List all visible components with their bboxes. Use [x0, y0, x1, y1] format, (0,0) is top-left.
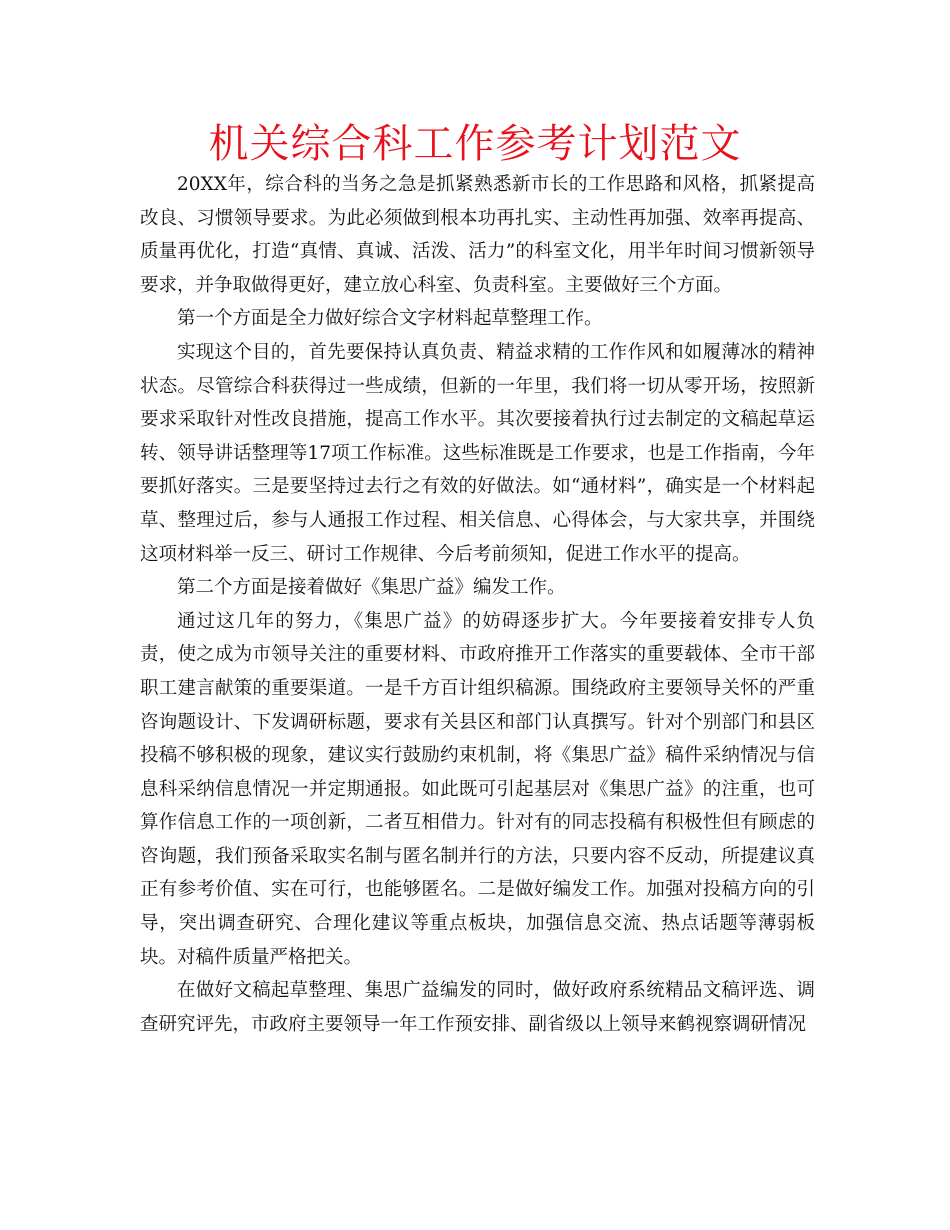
paragraph-third-aspect-body: 在做好文稿起草整理、集思广益编发的同时，做好政府系统精品文稿评选、调查研究评先，市政府主要领导一年工作预安排、副省级以上领导来鹤视察调研情况 [140, 980, 815, 1035]
paragraph-first-aspect-body: 实现这个目的，首先要保持认真负责、精益求精的工作作风和如履薄冰的精神状态。尽管综合科获得过一些成绩，但新的一年里，我们将一切从零开场，按照新要求采取针对性改良措施，提高工作水平。其次要接着执行过去制定的文稿起草运转、领导讲话整理等17项工作标准。这些标准既是工作要求，也是工作指南，今年要抓好落实。三是要坚持过去行之有效的好做法。如“通材料”，确实是一个材料起草、整理过后，参与人通报工作过程、相关信息、心得体会，与大家共享，并围绕这项材料举一反三、研讨工作规律、今后考前须知，促进工作水平的提高。 [140, 341, 815, 565]
paragraph-second-aspect-heading: 第二个方面是接着做好《集思广益》编发工作。 [177, 577, 566, 599]
paragraph-intro: 20XX年，综合科的当务之急是抓紧熟悉新市长的工作思路和风格，抓紧提高改良、习惯领导要求。为此必须做到根本功再扎实、主动性再加强、效率再提高、质量再优化，打造“真情、真诚、活泼、活力”的科室文化，用半年时间习惯新领导要求，并争取做得更好，建立放心科室、负责科室。主要做好三个方面。 [140, 174, 815, 296]
document-body [140, 168, 815, 1041]
paragraph-second-aspect-body: 通过这几年的努力，《集思广益》的妨碍逐步扩大。今年要接着安排专人负责，使之成为市领导关注的重要材料、市政府推开工作落实的重要载体、全市干部职工建言献策的重要渠道。一是千方百计组织稿源。围绕政府主要领导关怀的严重咨询题设计、下发调研标题，要求有关县区和部门认真撰写。针对个别部门和县区投稿不够积极的现象，建议实行鼓励约束机制，将《集思广益》稿件采纳情况与信息科采纳信息情况一并定期通报。如此既可引起基层对《集思广益》的注重，也可算作信息工作的一项创新，二者互相借力。针对有的同志投稿有积极性但有顾虑的咨询题，我们预备采取实名制与匿名制并行的方法，只要内容不反动，所提建议真正有参考价值、实在可行，也能够匿名。二是做好编发工作。加强对投稿方向的引导，突出调查研究、合理化建议等重点板块，加强信息交流、热点话题等薄弱板块。对稿件质量严格把关。 [140, 610, 815, 968]
document-title: 机关综合科工作参考计划范文 [208, 121, 742, 167]
paragraph-first-aspect-heading: 第一个方面是全力做好综合文字材料起草整理工作。 [177, 308, 603, 330]
